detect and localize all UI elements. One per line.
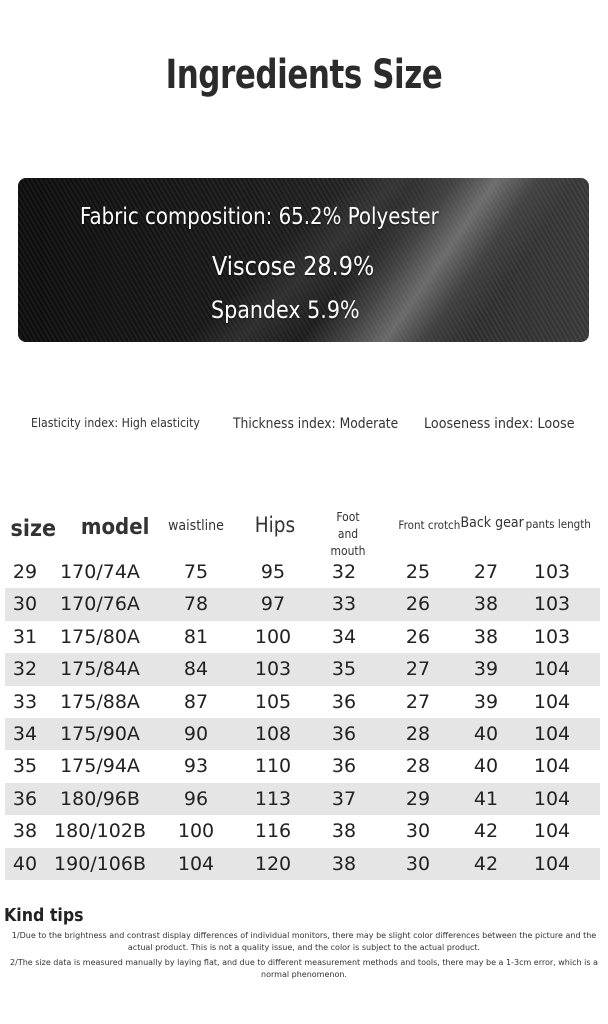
cell-model: 180/102B [54,820,146,843]
table-row [5,783,600,815]
cell-model: 175/88A [60,690,140,713]
cell-pants-length: 103 [533,625,571,648]
header-back-gear: Back gear [460,515,524,531]
header-foot-and-mouth: Foot and mouth [330,510,366,558]
cell-hips: 110 [254,755,292,778]
header-model: model [80,515,150,540]
elasticity-index: Elasticity index: High elasticity [31,415,200,430]
cell-pants-length: 104 [533,722,571,745]
cell-size: 40 [12,852,38,875]
cell-front-crotch: 27 [405,658,431,681]
cell-pants-length: 104 [533,755,571,778]
thickness-index: Thickness index: Moderate [233,416,399,432]
cell-front-crotch: 26 [405,593,431,616]
kind-tip-2: 2/The size data is measured manually by laying flat, and due to different measurement methods and tools, there may be a 1-3cm error, which is a normal phenomenon. [10,958,598,979]
cell-model: 175/90A [60,722,140,745]
cell-front-crotch: 27 [405,690,431,713]
cell-model: 170/76A [60,593,140,616]
size-table [5,500,600,880]
cell-pants-length: 103 [533,561,571,583]
cell-back-gear: 42 [473,820,499,843]
cell-hips: 105 [254,690,292,713]
cell-model: 170/74A [60,561,140,583]
table-row [5,621,600,653]
cell-front-crotch: 29 [405,787,431,810]
cell-foot-and-mouth: 35 [331,658,357,681]
cell-waistline: 78 [183,593,209,616]
cell-hips: 95 [260,561,286,583]
kind-tip-1: 1/Due to the brightness and contrast display differences of individual monitors, there may be slight color differences between the picture and the actual product. This is not a quality issue, and the color is subject to the actual product. [11,931,597,952]
cell-model: 175/80A [60,625,140,648]
cell-waistline: 93 [183,755,209,778]
kind-tips-title: Kind tips [4,905,84,926]
cell-size: 35 [12,755,38,778]
cell-foot-and-mouth: 34 [331,625,357,648]
cell-front-crotch: 28 [405,755,431,778]
cell-waistline: 84 [183,658,209,681]
cell-size: 34 [12,722,38,745]
cell-model: 180/96B [60,787,140,810]
cell-pants-length: 104 [533,690,571,713]
size-table-body [5,556,600,880]
table-row [5,750,600,782]
cell-hips: 120 [254,852,292,875]
cell-hips: 103 [254,658,292,681]
table-row [5,848,600,880]
table-row [5,556,600,588]
cell-waistline: 75 [183,561,209,583]
cell-hips: 100 [254,625,292,648]
cell-waistline: 87 [183,690,209,713]
looseness-index: Looseness index: Loose [424,416,575,432]
table-row [5,815,600,847]
cell-foot-and-mouth: 38 [331,852,357,875]
table-row [5,718,600,750]
cell-waistline: 104 [177,852,215,875]
cell-model: 175/84A [60,658,140,681]
cell-size: 30 [12,593,38,616]
header-hips: Hips [254,513,296,537]
cell-back-gear: 40 [473,722,499,745]
cell-pants-length: 104 [533,787,571,810]
cell-back-gear: 42 [473,852,499,875]
cell-back-gear: 39 [473,690,499,713]
table-row [5,588,600,620]
cell-front-crotch: 25 [405,561,431,583]
cell-back-gear: 38 [473,593,499,616]
cell-foot-and-mouth: 32 [331,561,357,583]
cell-size: 32 [12,658,38,681]
cell-pants-length: 104 [533,852,571,875]
cell-front-crotch: 28 [405,722,431,745]
fabric-composition-line3: Spandex 5.9% [211,296,360,324]
cell-waistline: 96 [183,787,209,810]
cell-hips: 97 [260,593,286,616]
fabric-composition-line2: Viscose 28.9% [212,252,375,282]
header-pants-length: pants length [525,517,591,531]
page-title: Ingredients Size [165,52,443,98]
cell-back-gear: 40 [473,755,499,778]
cell-back-gear: 38 [473,625,499,648]
fabric-composition-line1: Fabric composition: 65.2% Polyester [80,204,439,230]
cell-pants-length: 104 [533,658,571,681]
cell-size: 29 [12,561,38,583]
cell-model: 175/94A [60,755,140,778]
cell-foot-and-mouth: 36 [331,690,357,713]
cell-front-crotch: 30 [405,820,431,843]
cell-size: 31 [12,625,38,648]
header-waistline: waistline [168,518,224,534]
cell-model: 190/106B [54,852,146,875]
cell-back-gear: 39 [473,658,499,681]
fabric-composition-banner [18,178,589,342]
size-table-header [5,500,600,556]
cell-pants-length: 104 [533,820,571,843]
cell-waistline: 100 [177,820,215,843]
header-size: size [10,516,57,542]
cell-back-gear: 41 [473,787,499,810]
header-front-crotch: Front crotch [398,518,461,532]
cell-pants-length: 103 [533,593,571,616]
cell-foot-and-mouth: 36 [331,722,357,745]
cell-waistline: 81 [183,625,209,648]
cell-size: 36 [12,787,38,810]
cell-size: 33 [12,690,38,713]
cell-waistline: 90 [183,722,209,745]
cell-size: 38 [12,820,38,843]
cell-hips: 108 [254,722,292,745]
cell-back-gear: 27 [473,561,499,583]
table-row [5,653,600,685]
cell-foot-and-mouth: 38 [331,820,357,843]
cell-foot-and-mouth: 37 [331,787,357,810]
table-row [5,686,600,718]
cell-hips: 116 [254,820,292,843]
cell-foot-and-mouth: 33 [331,593,357,616]
cell-foot-and-mouth: 36 [331,755,357,778]
cell-front-crotch: 26 [405,625,431,648]
cell-hips: 113 [254,787,292,810]
cell-front-crotch: 30 [405,852,431,875]
